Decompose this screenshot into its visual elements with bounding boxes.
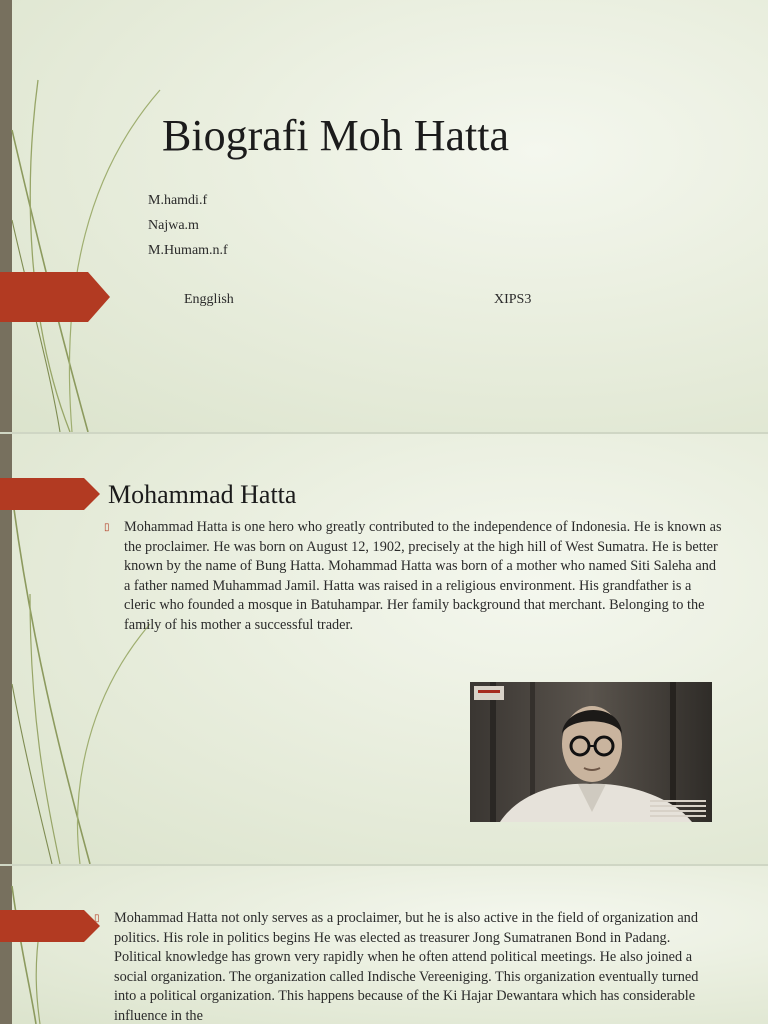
arrow-bullet-icon: ▯ bbox=[104, 522, 110, 533]
red-arrow-accent bbox=[0, 910, 100, 942]
red-arrow-accent bbox=[0, 478, 100, 510]
biography-paragraph: Mohammad Hatta is one hero who greatly contributed to the independence of Indonesia. He is known as the proclaimer. He was born on August 12, 1902, precisely at the high hill of West Sumatra. He is better known by the name of Bung Hatta. Mohammad Hatta was born of a mother who named Siti Saleha and a father named Muhammad Jamil. Hatta was raised in a religious environment. His grandfather is a cleric who founded a mosque in Batuhampar. Her family background that merchant. Belonging to the family of his mother a successful trader. bbox=[124, 519, 722, 633]
politics-slide bbox=[0, 866, 768, 1024]
author-list bbox=[148, 188, 228, 263]
politics-paragraph: Mohammad Hatta not only serves as a proclaimer, but he is also active in the field of organization and politics. His role in politics begins He was elected as treasurer Jong Sumatranen Bond in Padang. Political knowledge has grown very rapidly when he often attend political meetings. He also joined a social organization. The organization called Indische Vereeniging. This organization eventually turned into a political organization. This happens because of the Ki Hajar Dewantara which has considerable influence in the bbox=[114, 910, 699, 1024]
title-slide bbox=[0, 0, 768, 432]
section-title: Mohammad Hatta bbox=[108, 480, 297, 509]
arrow-bullet-icon: ▯ bbox=[94, 913, 100, 924]
decorative-curves bbox=[0, 0, 170, 432]
author-1: M.hamdi.f bbox=[148, 193, 208, 208]
presentation-title: Biografi Moh Hatta bbox=[162, 111, 510, 160]
red-arrow-accent bbox=[0, 272, 110, 322]
portrait-photo bbox=[470, 682, 712, 822]
biography-slide bbox=[0, 434, 768, 864]
subject-label: Engglish bbox=[184, 292, 234, 307]
author-3: M.Humam.n.f bbox=[148, 243, 228, 258]
author-2: Najwa.m bbox=[148, 218, 199, 233]
class-label: XIPS3 bbox=[494, 292, 532, 307]
